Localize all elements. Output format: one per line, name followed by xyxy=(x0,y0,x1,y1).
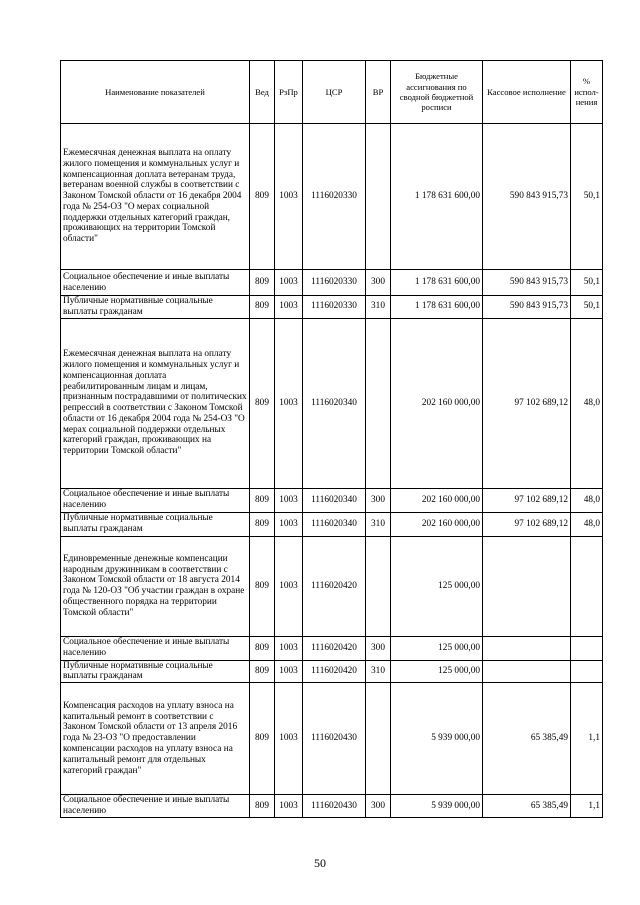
cell-ved: 809 xyxy=(250,512,275,536)
cell-name: Ежемесячная денежная выплата на оплату жилого помещения и коммунальных услуг и компенсационная доплата реабилитированным лицам и лицам, признанным пострадавшими от политических репрессий в соответствии с Законом Томской области от 16 декабря 2004 года № 254-ОЗ "О мерах социальной поддержки отдельных категорий граждан, проживающих на территории Томской области" xyxy=(61,318,250,488)
cell-budget: 202 160 000,00 xyxy=(391,318,483,488)
cell-rzpr: 1003 xyxy=(275,795,303,818)
table-row xyxy=(61,536,603,636)
cell-ved: 809 xyxy=(250,318,275,488)
cell-pct xyxy=(571,636,603,660)
cell-vr xyxy=(366,683,391,795)
cell-name: Публичные нормативные социальные выплаты гражданам xyxy=(61,296,250,319)
header-budget: Бюджетные ассигнования по сводной бюджетной росписи xyxy=(391,61,483,124)
cell-rzpr: 1003 xyxy=(275,270,303,296)
table-row xyxy=(61,636,603,660)
cell-csr: 1116020420 xyxy=(303,536,366,636)
cell-csr: 1116020420 xyxy=(303,660,366,683)
cell-name: Компенсация расходов на уплату взноса на капитальный ремонт в соответствии с Законом Томской области от 13 апреля 2016 года № 23-ОЗ "О предоставлении компенсации расходов на уплату взноса на капитальный ремонт для отдельных категорий граждан" xyxy=(61,683,250,795)
cell-vr: 310 xyxy=(366,660,391,683)
cell-csr: 1116020340 xyxy=(303,488,366,512)
cell-name: Ежемесячная денежная выплата на оплату жилого помещения и коммунальных услуг и компенсационная доплата ветеранам труда, ветеранам военной службы в соответствии с Законом Томской области от 16 декабря 2004 года № 254-ОЗ "О мерах социальной поддержки отдельных категорий граждан, проживающих на территории Томской области" xyxy=(61,124,250,270)
cell-vr: 300 xyxy=(366,636,391,660)
header-ved: Вед xyxy=(250,61,275,124)
cell-pct: 1,1 xyxy=(571,683,603,795)
cell-ved: 809 xyxy=(250,660,275,683)
header-vr: ВР xyxy=(366,61,391,124)
cell-ved: 809 xyxy=(250,124,275,270)
cell-pct: 48,0 xyxy=(571,488,603,512)
budget-execution-table xyxy=(60,60,603,818)
cell-name: Социальное обеспечение и иные выплаты населению xyxy=(61,636,250,660)
table-row xyxy=(61,660,603,683)
cell-rzpr: 1003 xyxy=(275,660,303,683)
cell-name: Публичные нормативные социальные выплаты гражданам xyxy=(61,512,250,536)
cell-budget: 5 939 000,00 xyxy=(391,683,483,795)
cell-rzpr: 1003 xyxy=(275,488,303,512)
cell-vr: 300 xyxy=(366,488,391,512)
cell-cash: 590 843 915,73 xyxy=(483,124,571,270)
cell-cash xyxy=(483,536,571,636)
cell-budget: 202 160 000,00 xyxy=(391,488,483,512)
cell-csr: 1116020330 xyxy=(303,296,366,319)
cell-cash: 97 102 689,12 xyxy=(483,488,571,512)
cell-budget: 1 178 631 600,00 xyxy=(391,296,483,319)
cell-vr: 310 xyxy=(366,296,391,319)
cell-pct: 50,1 xyxy=(571,270,603,296)
cell-vr xyxy=(366,318,391,488)
cell-csr: 1116020340 xyxy=(303,318,366,488)
cell-ved: 809 xyxy=(250,636,275,660)
cell-cash xyxy=(483,660,571,683)
cell-rzpr: 1003 xyxy=(275,536,303,636)
table-header-row xyxy=(61,61,603,124)
cell-budget: 1 178 631 600,00 xyxy=(391,270,483,296)
cell-cash: 590 843 915,73 xyxy=(483,296,571,319)
cell-budget: 125 000,00 xyxy=(391,636,483,660)
cell-budget: 5 939 000,00 xyxy=(391,795,483,818)
table-row xyxy=(61,318,603,488)
header-pct: % испол-нения xyxy=(571,61,603,124)
header-name: Наименование показателей xyxy=(61,61,250,124)
cell-csr: 1116020420 xyxy=(303,636,366,660)
cell-csr: 1116020330 xyxy=(303,124,366,270)
cell-name: Социальное обеспечение и иные выплаты населению xyxy=(61,270,250,296)
cell-budget: 125 000,00 xyxy=(391,536,483,636)
cell-pct xyxy=(571,660,603,683)
cell-budget: 1 178 631 600,00 xyxy=(391,124,483,270)
cell-ved: 809 xyxy=(250,795,275,818)
table-row xyxy=(61,270,603,296)
cell-csr: 1116020340 xyxy=(303,512,366,536)
cell-pct: 48,0 xyxy=(571,512,603,536)
cell-vr xyxy=(366,536,391,636)
cell-rzpr: 1003 xyxy=(275,683,303,795)
cell-name: Социальное обеспечение и иные выплаты населению xyxy=(61,488,250,512)
header-cash: Кассовое исполнение xyxy=(483,61,571,124)
header-rzpr: РзПр xyxy=(275,61,303,124)
cell-budget: 125 000,00 xyxy=(391,660,483,683)
cell-pct: 48,0 xyxy=(571,318,603,488)
cell-rzpr: 1003 xyxy=(275,512,303,536)
cell-csr: 1116020430 xyxy=(303,683,366,795)
cell-rzpr: 1003 xyxy=(275,124,303,270)
cell-pct: 50,1 xyxy=(571,296,603,319)
table-row xyxy=(61,488,603,512)
cell-cash: 590 843 915,73 xyxy=(483,270,571,296)
cell-cash: 65 385,49 xyxy=(483,795,571,818)
cell-csr: 1116020330 xyxy=(303,270,366,296)
cell-name: Публичные нормативные социальные выплаты гражданам xyxy=(61,660,250,683)
cell-name: Единовременные денежные компенсации народным дружинникам в соответствии с Законом Томской области от 18 августа 2014 года № 120-ОЗ "Об участии граждан в охране общественного порядка на территории Томской области" xyxy=(61,536,250,636)
cell-name: Социальное обеспечение и иные выплаты населению xyxy=(61,795,250,818)
cell-vr xyxy=(366,124,391,270)
cell-vr: 300 xyxy=(366,795,391,818)
table-row xyxy=(61,296,603,319)
cell-ved: 809 xyxy=(250,536,275,636)
cell-vr: 310 xyxy=(366,512,391,536)
cell-ved: 809 xyxy=(250,270,275,296)
cell-vr: 300 xyxy=(366,270,391,296)
cell-rzpr: 1003 xyxy=(275,636,303,660)
cell-ved: 809 xyxy=(250,296,275,319)
cell-ved: 809 xyxy=(250,488,275,512)
header-csr: ЦСР xyxy=(303,61,366,124)
cell-budget: 202 160 000,00 xyxy=(391,512,483,536)
cell-cash xyxy=(483,636,571,660)
cell-pct xyxy=(571,536,603,636)
cell-csr: 1116020430 xyxy=(303,795,366,818)
cell-pct: 1,1 xyxy=(571,795,603,818)
cell-cash: 97 102 689,12 xyxy=(483,512,571,536)
table-body xyxy=(61,124,603,818)
cell-rzpr: 1003 xyxy=(275,318,303,488)
cell-cash: 65 385,49 xyxy=(483,683,571,795)
table-row xyxy=(61,795,603,818)
cell-ved: 809 xyxy=(250,683,275,795)
cell-rzpr: 1003 xyxy=(275,296,303,319)
page-number: 50 xyxy=(314,856,326,870)
table-row xyxy=(61,124,603,270)
cell-pct: 50,1 xyxy=(571,124,603,270)
table-row xyxy=(61,512,603,536)
cell-cash: 97 102 689,12 xyxy=(483,318,571,488)
table-row xyxy=(61,683,603,795)
